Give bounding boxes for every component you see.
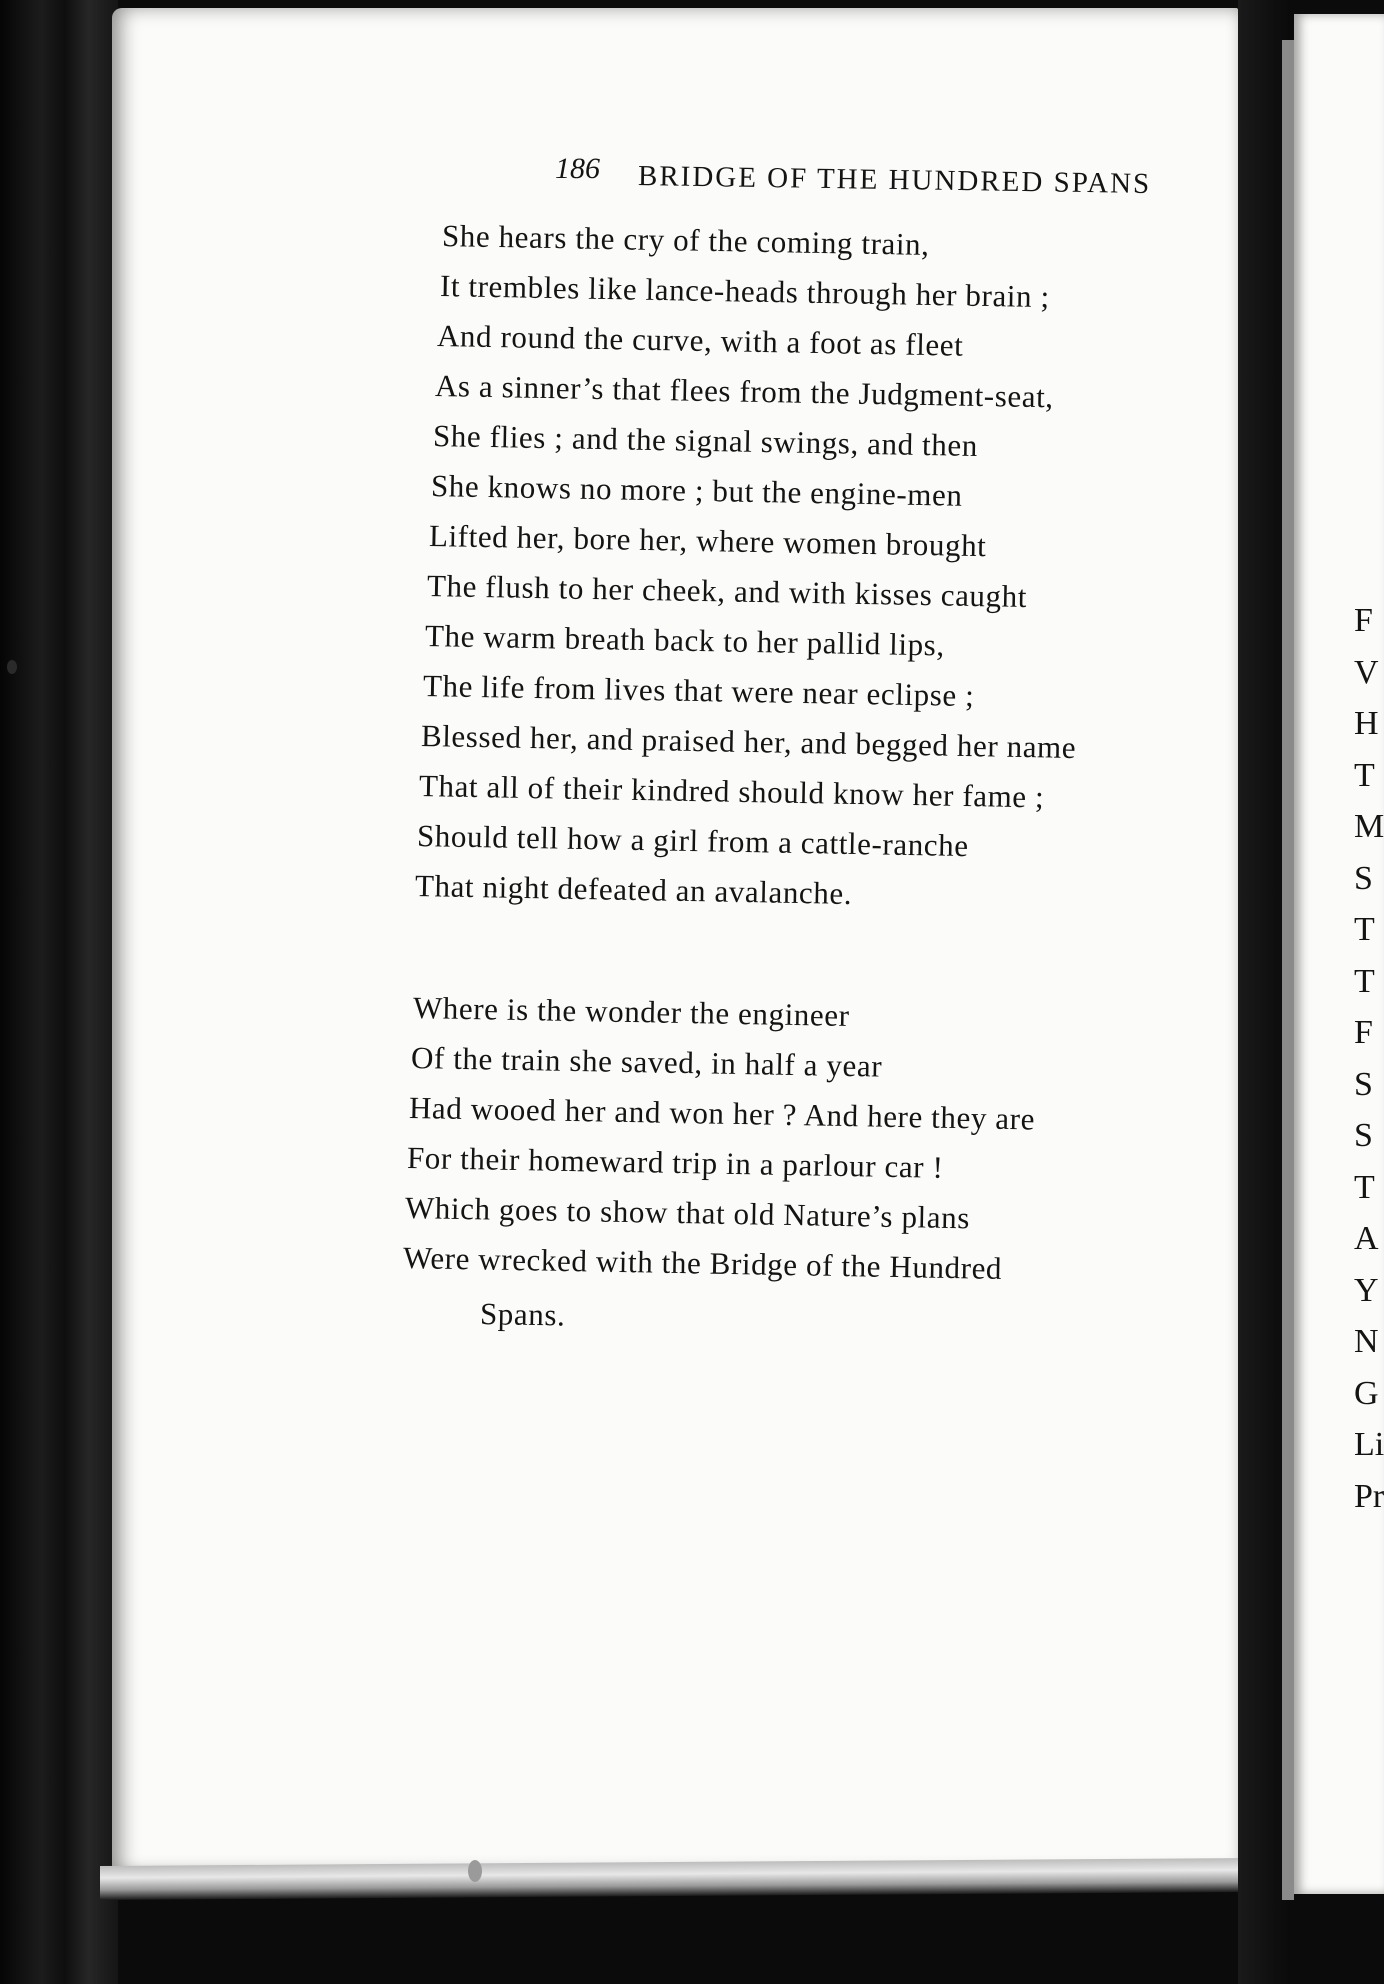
poem-line: Spans. bbox=[479, 1296, 566, 1333]
poem-line: She flies ; and the signal swings, and then bbox=[432, 418, 979, 463]
poem-line: Where is the wonder the engineer bbox=[412, 990, 850, 1033]
poem-line: Had wooed her and won her ? And here they are bbox=[408, 1090, 1036, 1137]
gutter-shadow-line bbox=[1282, 40, 1294, 1900]
facing-page-letter: N bbox=[1354, 1323, 1379, 1360]
facing-page-letter: H bbox=[1354, 705, 1379, 742]
running-head: BRIDGE OF THE HUNDRED SPANS bbox=[637, 160, 1152, 201]
facing-page-letter: T bbox=[1354, 962, 1375, 1000]
facing-page-letter: T bbox=[1354, 756, 1375, 794]
poem-line: Blessed her, and praised her, and begged her name bbox=[420, 718, 1077, 766]
poem-line: Were wrecked with the Bridge of the Hundred bbox=[402, 1240, 1003, 1286]
poem-line: The warm breath back to her pallid lips, bbox=[424, 618, 946, 663]
facing-page-letter: S bbox=[1354, 859, 1373, 897]
left-page bbox=[112, 8, 1238, 1876]
book-binding-left bbox=[0, 0, 118, 1984]
poem-line: The flush to her cheek, and with kisses caught bbox=[426, 568, 1028, 614]
poem-line: It trembles like lance-heads through her brain ; bbox=[439, 268, 1051, 315]
right-page-edge bbox=[1294, 14, 1384, 1894]
poem-line: As a sinner’s that flees from the Judgment-seat, bbox=[434, 368, 1055, 415]
poem-line: Should tell how a girl from a cattle-ranche bbox=[416, 818, 970, 864]
facing-page-letter: M bbox=[1354, 808, 1384, 845]
poem-text-block bbox=[112, 8, 1238, 1876]
facing-page-letter: F bbox=[1354, 1014, 1373, 1051]
poem-line: That night defeated an avalanche. bbox=[414, 868, 853, 912]
scan-speck bbox=[7, 660, 17, 674]
facing-page-letter: V bbox=[1354, 653, 1379, 691]
facing-page-letter: Li bbox=[1354, 1426, 1384, 1463]
facing-page-letter: Pr bbox=[1354, 1477, 1384, 1515]
facing-page-letter: A bbox=[1354, 1220, 1379, 1257]
poem-line: And round the curve, with a foot as fleet bbox=[436, 318, 964, 363]
facing-page-letter: G bbox=[1354, 1374, 1379, 1412]
poem-line: She knows no more ; but the engine-men bbox=[430, 468, 963, 513]
poem-line: That all of their kindred should know her fame ; bbox=[418, 768, 1045, 815]
facing-page-letter: S bbox=[1354, 1065, 1373, 1103]
page-number: 186 bbox=[555, 152, 600, 185]
facing-page-letter: F bbox=[1354, 602, 1373, 639]
facing-page-letter: T bbox=[1354, 911, 1375, 948]
scan-speck bbox=[468, 1860, 482, 1882]
page-edge-bottom bbox=[100, 1858, 1250, 1900]
facing-page-letter: T bbox=[1354, 1168, 1375, 1206]
poem-line: Which goes to show that old Nature’s plans bbox=[404, 1190, 971, 1236]
poem-line: For their homeward trip in a parlour car ! bbox=[406, 1140, 944, 1185]
poem-line: She hears the cry of the coming train, bbox=[441, 218, 930, 262]
poem-line: Of the train she saved, in half a year bbox=[410, 1040, 883, 1084]
facing-page-letter: S bbox=[1354, 1117, 1373, 1154]
poem-line: Lifted her, bore her, where women brought bbox=[428, 518, 987, 564]
facing-page-letter: Y bbox=[1354, 1271, 1379, 1309]
poem-line: The life from lives that were near eclipse ; bbox=[422, 668, 975, 714]
